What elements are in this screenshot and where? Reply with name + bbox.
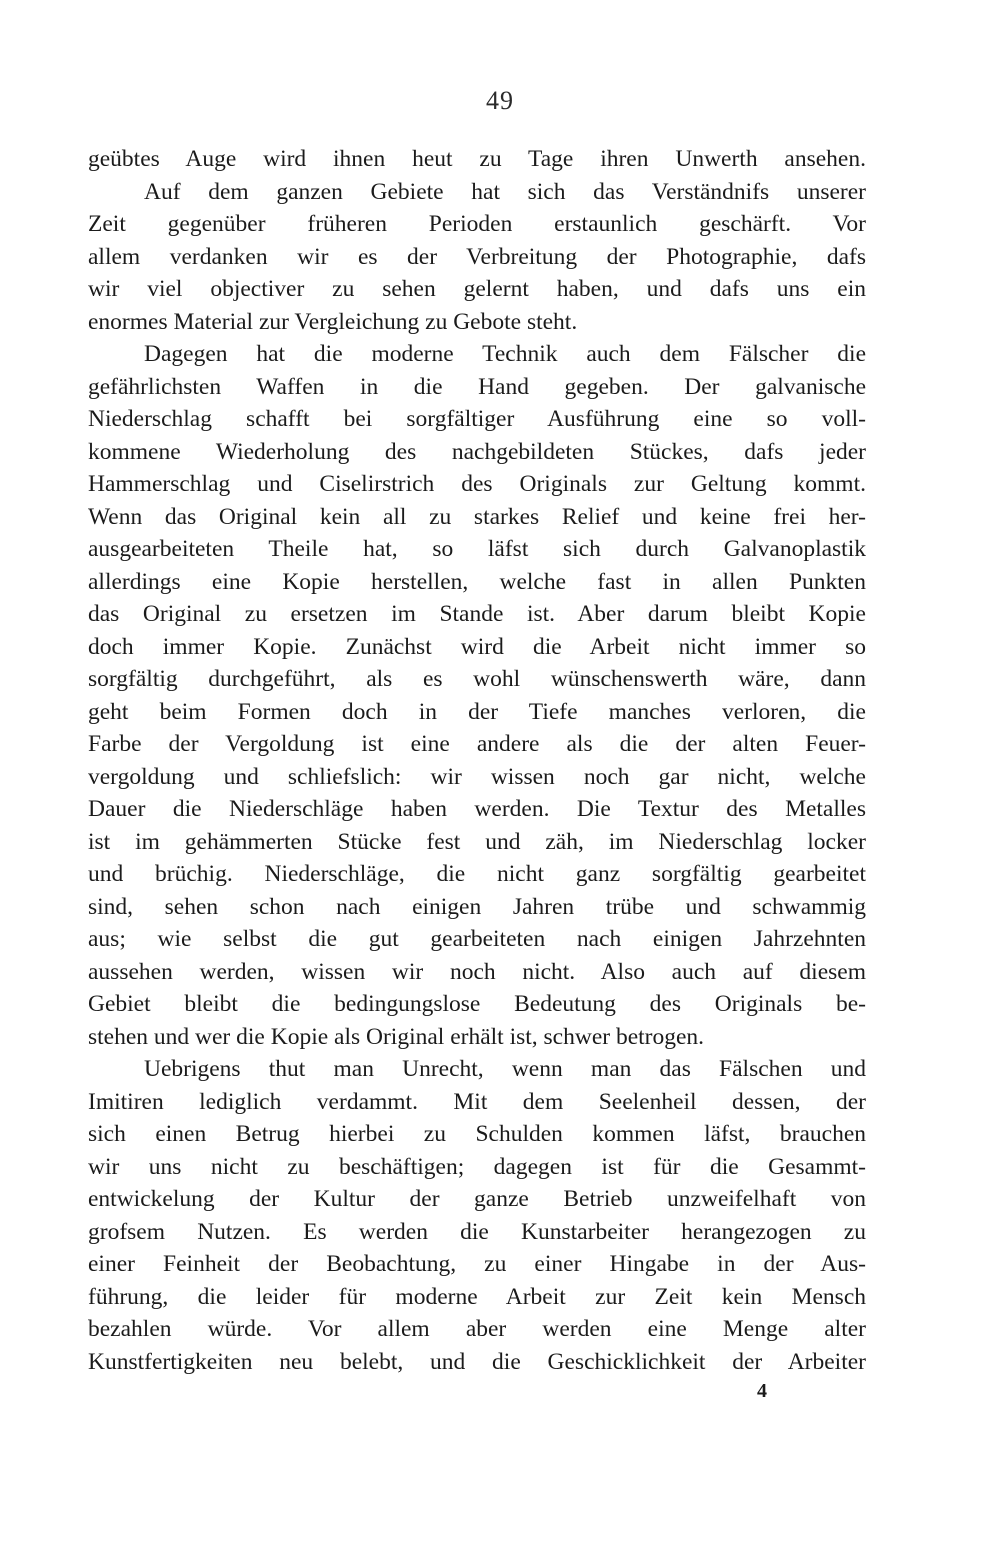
body-text	[88, 143, 866, 1378]
text-line: einer Feinheit der Beobachtung, zu einer Hingabe in der Aus-	[88, 1251, 866, 1277]
text-line: gefährlichsten Waffen in die Hand gegeben. Der galvanische	[88, 373, 866, 400]
text-line: sorgfältig durchgeführt, als es wohl wünschenswerth wäre, dann	[88, 666, 866, 692]
text-line: allem verdanken wir es der Verbreitung der Photographie, dafs	[88, 243, 866, 270]
text-line: Hammerschlag und Ciselirstrich des Originals zur Geltung kommt.	[88, 471, 866, 497]
paragraph-start-line: Dagegen hat die moderne Technik auch dem Fälscher die	[144, 341, 866, 367]
text-line: grofsem Nutzen. Es werden die Kunstarbeiter herangezogen zu	[88, 1218, 866, 1245]
text-line: sind, sehen schon nach einigen Jahren trübe und schwammig	[88, 893, 866, 920]
text-line: Wenn das Original kein all zu starkes Relief und keine frei her-	[88, 503, 866, 530]
text-line: wir uns nicht zu beschäftigen; dagegen ist für die Gesammt-	[88, 1153, 866, 1180]
text-line: Kunstfertigkeiten neu belebt, und die Geschicklichkeit der Arbeiter	[88, 1348, 866, 1375]
signature-mark: 4	[757, 1380, 767, 1402]
text-line: wir viel objectiver zu sehen gelernt haben, und dafs uns ein	[88, 276, 866, 302]
text-line: ausgearbeiteten Theile hat, so läfst sich durch Galvanoplastik	[88, 536, 866, 562]
text-line: geht beim Formen doch in der Tiefe manches verloren, die	[88, 698, 866, 725]
text-line: bezahlen würde. Vor allem aber werden eine Menge alter	[88, 1316, 866, 1342]
text-line: führung, die leider für moderne Arbeit zur Zeit kein Mensch	[88, 1283, 866, 1310]
text-line: allerdings eine Kopie herstellen, welche fast in allen Punkten	[88, 568, 866, 595]
text-line: Dauer die Niederschläge haben werden. Die Textur des Metalles	[88, 796, 866, 822]
paragraph-start-line: Uebrigens thut man Unrecht, wenn man das Fälschen und	[144, 1056, 866, 1082]
text-line: Niederschlag schafft bei sorgfältiger Ausführung eine so voll-	[88, 406, 866, 432]
text-line: kommene Wiederholung des nachgebildeten Stückes, dafs jeder	[88, 438, 866, 465]
text-line: das Original zu ersetzen im Stande ist. Aber darum bleibt Kopie	[88, 601, 866, 627]
page-number: 49	[486, 86, 514, 115]
text-line: Imitiren lediglich verdammt. Mit dem Seelenheil dessen, der	[88, 1088, 866, 1115]
text-line: doch immer Kopie. Zunächst wird die Arbeit nicht immer so	[88, 633, 866, 660]
text-line: Gebiet bleibt die bedingungslose Bedeutung des Originals be-	[88, 991, 866, 1017]
text-line: aus; wie selbst die gut gearbeiteten nach einigen Jahrzehnten	[88, 926, 866, 952]
paragraph-end-line: stehen und wer die Kopie als Original erhält ist, schwer betrogen.	[88, 1023, 705, 1050]
text-line: geübtes Auge wird ihnen heut zu Tage ihren Unwerth ansehen.	[88, 146, 866, 172]
text-line: Zeit gegenüber früheren Perioden erstaunlich geschärft. Vor	[88, 211, 866, 237]
text-line: vergoldung und schliefslich: wir wissen noch gar nicht, welche	[88, 763, 866, 790]
paragraph-end-line: enormes Material zur Vergleichung zu Gebote steht.	[88, 308, 578, 335]
text-line: entwickelung der Kultur der ganze Betrieb unzweifelhaft von	[88, 1186, 866, 1212]
text-line: sich einen Betrug hierbei zu Schulden kommen läfst, brauchen	[88, 1121, 866, 1147]
text-line: aussehen werden, wissen wir noch nicht. Also auch auf diesem	[88, 958, 866, 985]
text-line: Farbe der Vergoldung ist eine andere als die der alten Feuer-	[88, 731, 866, 757]
text-line: und brüchig. Niederschläge, die nicht ganz sorgfältig gearbeitet	[88, 861, 866, 887]
paragraph-start-line: Auf dem ganzen Gebiete hat sich das Verständnifs unserer	[144, 178, 866, 205]
text-line: ist im gehämmerten Stücke fest und zäh, im Niederschlag locker	[88, 828, 866, 855]
